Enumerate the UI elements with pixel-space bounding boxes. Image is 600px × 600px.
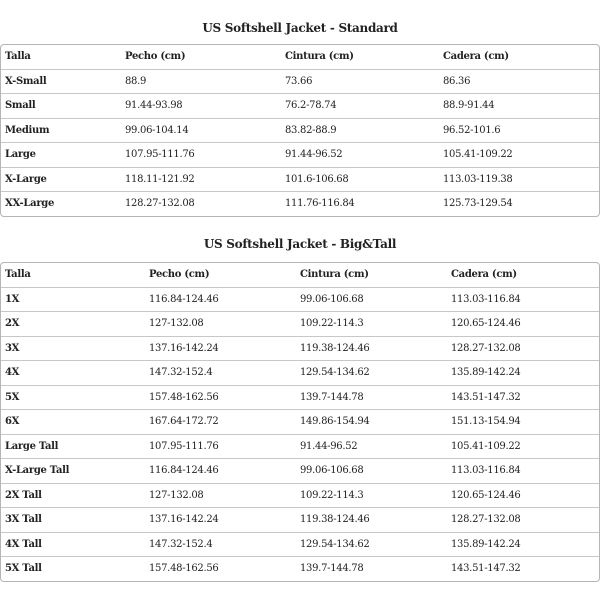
hip-cell: 86.36 bbox=[439, 69, 599, 94]
table-row bbox=[1, 483, 599, 508]
waist-cell: 129.54-134.62 bbox=[296, 360, 447, 385]
size-name-cell: 1X bbox=[1, 287, 145, 312]
waist-cell: 129.54-134.62 bbox=[296, 532, 447, 557]
size-name-cell: 6X bbox=[1, 409, 145, 434]
size-name-cell: Large Tall bbox=[1, 434, 145, 459]
chest-cell: 107.95-111.76 bbox=[145, 434, 296, 459]
chest-cell: 157.48-162.56 bbox=[145, 385, 296, 410]
chest-cell: 116.84-124.46 bbox=[145, 287, 296, 312]
waist-cell: 91.44-96.52 bbox=[296, 434, 447, 459]
table-row bbox=[1, 93, 599, 118]
size-name-cell: 5X bbox=[1, 385, 145, 410]
header-cadera: Cadera (cm) bbox=[451, 269, 517, 281]
hip-cell: 135.89-142.24 bbox=[447, 532, 599, 557]
chest-cell: 91.44-93.98 bbox=[121, 93, 281, 118]
hip-cell: 151.13-154.94 bbox=[447, 409, 599, 434]
table-row bbox=[1, 532, 599, 557]
hip-cell: 143.51-147.32 bbox=[447, 556, 599, 581]
waist-cell: 149.86-154.94 bbox=[296, 409, 447, 434]
header-cintura: Cintura (cm) bbox=[285, 51, 354, 63]
hip-cell: 113.03-119.38 bbox=[439, 167, 599, 192]
hip-cell: 105.41-109.22 bbox=[439, 142, 599, 167]
waist-cell: 83.82-88.9 bbox=[281, 118, 439, 143]
hip-cell: 88.9-91.44 bbox=[439, 93, 599, 118]
size-name-cell: 3X Tall bbox=[1, 507, 145, 532]
table-row bbox=[1, 556, 599, 581]
waist-cell: 119.38-124.46 bbox=[296, 507, 447, 532]
table-row bbox=[1, 118, 599, 143]
waist-cell: 73.66 bbox=[281, 69, 439, 94]
size-name-cell: 5X Tall bbox=[1, 556, 145, 581]
hip-cell: 128.27-132.08 bbox=[447, 507, 599, 532]
hip-cell: 113.03-116.84 bbox=[447, 458, 599, 483]
header-cadera: Cadera (cm) bbox=[443, 51, 509, 63]
hip-cell: 120.65-124.46 bbox=[447, 483, 599, 508]
chest-cell: 118.11-121.92 bbox=[121, 167, 281, 192]
bigtall-title: US Softshell Jacket - Big&Tall bbox=[203, 237, 397, 251]
chest-cell: 107.95-111.76 bbox=[121, 142, 281, 167]
table-row bbox=[1, 458, 599, 483]
chest-cell: 147.32-152.4 bbox=[145, 360, 296, 385]
hip-cell: 96.52-101.6 bbox=[439, 118, 599, 143]
bigtall-size-table bbox=[0, 262, 600, 582]
chest-cell: 147.32-152.4 bbox=[145, 532, 296, 557]
table-row bbox=[1, 167, 599, 192]
waist-cell: 99.06-106.68 bbox=[296, 287, 447, 312]
hip-cell: 113.03-116.84 bbox=[447, 287, 599, 312]
table-row bbox=[1, 287, 599, 312]
size-name-cell: X-Small bbox=[1, 69, 121, 94]
size-name-cell: Small bbox=[1, 93, 121, 118]
table-row bbox=[1, 434, 599, 459]
hip-cell: 128.27-132.08 bbox=[447, 336, 599, 361]
hip-cell: 135.89-142.24 bbox=[447, 360, 599, 385]
hip-cell: 125.73-129.54 bbox=[439, 191, 599, 216]
table-row bbox=[1, 311, 599, 336]
chest-cell: 157.48-162.56 bbox=[145, 556, 296, 581]
waist-cell: 111.76-116.84 bbox=[281, 191, 439, 216]
header-talla: Talla bbox=[5, 51, 31, 63]
hip-cell: 120.65-124.46 bbox=[447, 311, 599, 336]
table-row bbox=[1, 385, 599, 410]
chest-cell: 88.9 bbox=[121, 69, 281, 94]
size-name-cell: 2X Tall bbox=[1, 483, 145, 508]
size-name-cell: Medium bbox=[1, 118, 121, 143]
table-row bbox=[1, 69, 599, 94]
waist-cell: 139.7-144.78 bbox=[296, 556, 447, 581]
chest-cell: 137.16-142.24 bbox=[145, 507, 296, 532]
standard-section bbox=[0, 20, 600, 210]
table-row bbox=[1, 507, 599, 532]
waist-cell: 109.22-114.3 bbox=[296, 311, 447, 336]
waist-cell: 119.38-124.46 bbox=[296, 336, 447, 361]
header-talla: Talla bbox=[5, 269, 31, 281]
table-row bbox=[1, 409, 599, 434]
size-name-cell: Large bbox=[1, 142, 121, 167]
chest-cell: 116.84-124.46 bbox=[145, 458, 296, 483]
table-header-row bbox=[1, 45, 599, 69]
header-cintura: Cintura (cm) bbox=[300, 269, 369, 281]
standard-rows bbox=[1, 69, 599, 216]
bigtall-rows bbox=[1, 287, 599, 581]
waist-cell: 91.44-96.52 bbox=[281, 142, 439, 167]
size-name-cell: XX-Large bbox=[1, 191, 121, 216]
size-name-cell: X-Large bbox=[1, 167, 121, 192]
size-name-cell: 4X Tall bbox=[1, 532, 145, 557]
size-name-cell: 4X bbox=[1, 360, 145, 385]
header-pecho: Pecho (cm) bbox=[125, 51, 186, 63]
table-row bbox=[1, 191, 599, 216]
chest-cell: 167.64-172.72 bbox=[145, 409, 296, 434]
waist-cell: 99.06-106.68 bbox=[296, 458, 447, 483]
size-name-cell: 3X bbox=[1, 336, 145, 361]
chest-cell: 127-132.08 bbox=[145, 311, 296, 336]
chest-cell: 128.27-132.08 bbox=[121, 191, 281, 216]
size-name-cell: 2X bbox=[1, 311, 145, 336]
table-row bbox=[1, 142, 599, 167]
table-row bbox=[1, 360, 599, 385]
standard-size-table bbox=[0, 44, 600, 217]
table-row bbox=[1, 336, 599, 361]
waist-cell: 76.2-78.74 bbox=[281, 93, 439, 118]
size-name-cell: X-Large Tall bbox=[1, 458, 145, 483]
hip-cell: 105.41-109.22 bbox=[447, 434, 599, 459]
bigtall-section bbox=[0, 236, 600, 575]
waist-cell: 101.6-106.68 bbox=[281, 167, 439, 192]
chest-cell: 99.06-104.14 bbox=[121, 118, 281, 143]
chest-cell: 137.16-142.24 bbox=[145, 336, 296, 361]
header-pecho: Pecho (cm) bbox=[149, 269, 210, 281]
chest-cell: 127-132.08 bbox=[145, 483, 296, 508]
table-header-row bbox=[1, 263, 599, 287]
waist-cell: 109.22-114.3 bbox=[296, 483, 447, 508]
standard-title: US Softshell Jacket - Standard bbox=[202, 21, 398, 35]
hip-cell: 143.51-147.32 bbox=[447, 385, 599, 410]
waist-cell: 139.7-144.78 bbox=[296, 385, 447, 410]
